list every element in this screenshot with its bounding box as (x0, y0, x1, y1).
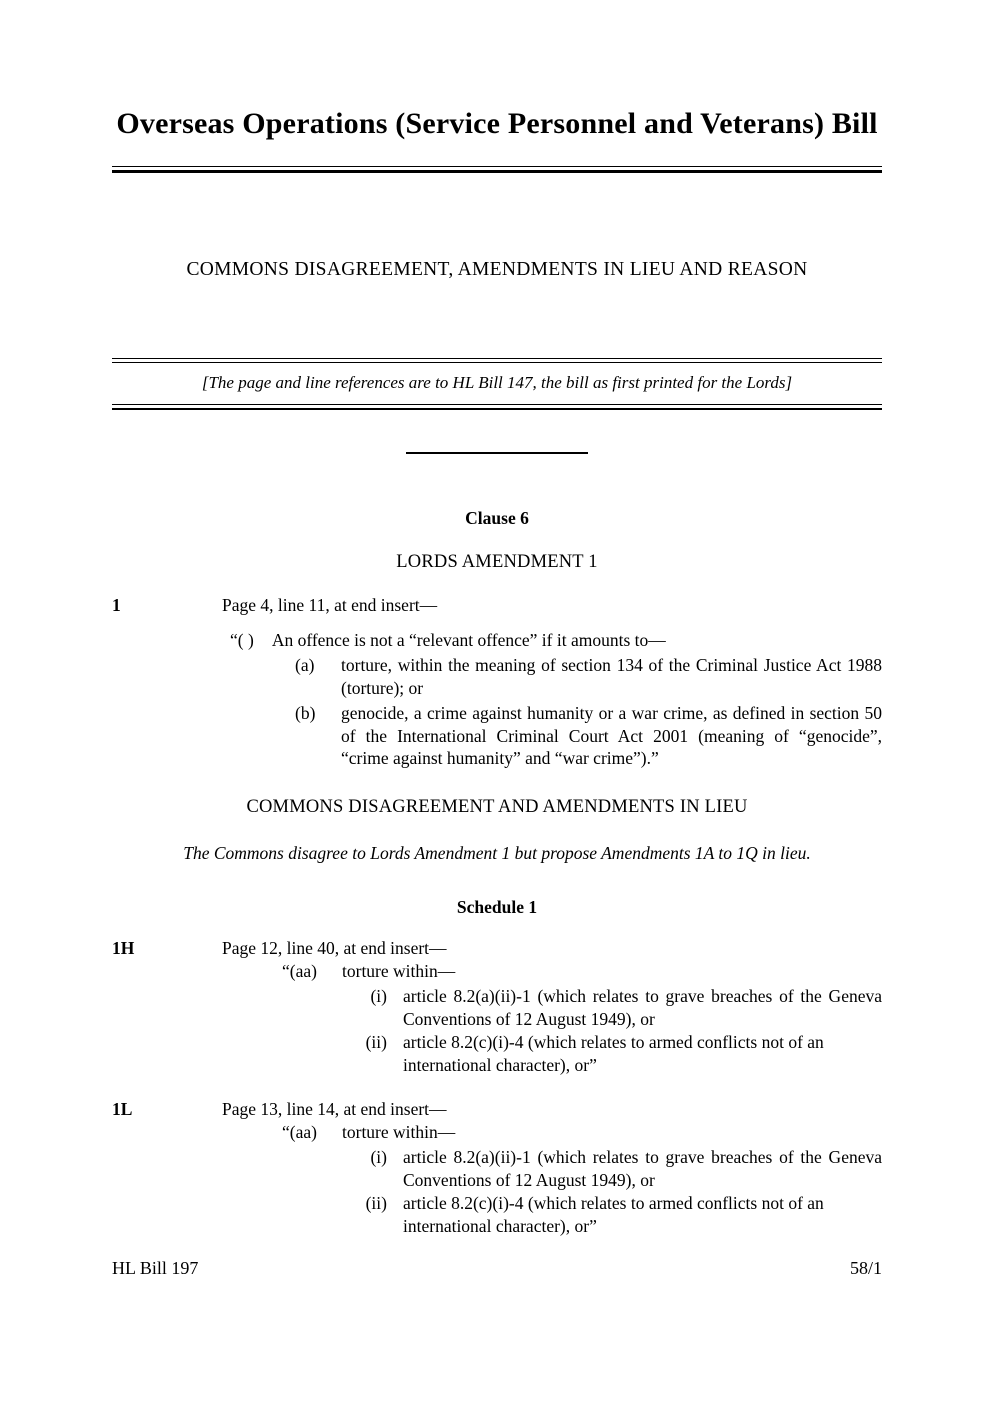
page-content (112, 0, 882, 1238)
amendment-block-1h (112, 937, 882, 1077)
list-item-label: (b) (295, 702, 316, 723)
list-item-text: torture, within the meaning of section 134 of the Criminal Justice Act 1988 (torture); or (341, 655, 882, 699)
clause-heading: Clause 6 (465, 507, 529, 528)
quote-opening-row (230, 629, 882, 652)
list-item (295, 702, 882, 770)
amendment-body (222, 594, 882, 771)
reference-note-block (112, 358, 882, 410)
list-item (351, 1031, 882, 1077)
document-subtitle: COMMONS DISAGREEMENT, AMENDMENTS IN LIEU AND REASON (186, 258, 808, 280)
commons-disagreement-sentence: The Commons disagree to Lords Amendment 1 but propose Amendments 1A to 1Q in lieu. (183, 843, 811, 864)
quoted-paragraph-text: torture within— (342, 961, 456, 982)
title-divider (112, 166, 882, 173)
amendment-marker: 1L (112, 1098, 133, 1119)
list-item-label: (a) (295, 655, 315, 676)
list-item-text: genocide, a crime against humanity or a war crime, as defined in section 50 of the International Criminal Court Act 2001 (meaning of “genocide”, “crime against humanity” and “war crime”).” (341, 702, 882, 769)
quoted-paragraph-row (282, 960, 882, 983)
quote-sub-list (295, 654, 882, 770)
amendment-lead-line: Page 4, line 11, at end insert— (222, 594, 438, 615)
page-title: Overseas Operations (Service Personnel and Veterans) Bill (116, 107, 878, 140)
quoted-paragraph-text: torture within— (342, 1122, 456, 1143)
commons-disagreement-heading: COMMONS DISAGREEMENT AND AMENDMENTS IN LIEU (246, 797, 748, 818)
amendment-lead-line: Page 12, line 40, at end insert— (222, 938, 447, 959)
quoted-paragraph-label: “(aa) (282, 1122, 317, 1143)
list-item (295, 654, 882, 700)
section-separator (112, 452, 882, 454)
list-item-label: (i) (370, 985, 387, 1006)
quoted-insert (230, 629, 882, 771)
list-item-text: article 8.2(a)(ii)-1 (which relates to grave breaches of the Geneva Conventions of 12 August 1949), or (403, 1146, 882, 1190)
schedule-heading: Schedule 1 (456, 897, 538, 918)
page-number: 58/1 (849, 1258, 882, 1278)
bill-number: HL Bill 197 (112, 1258, 199, 1278)
quote-text: An offence is not a “relevant offence” if it amounts to— (271, 629, 666, 650)
note-bottom-line-thick (112, 408, 882, 410)
reference-note: [The page and line references are to HL Bill 147, the bill as first printed for the Lords] (201, 372, 793, 392)
amendment-marker: 1 (112, 594, 121, 615)
quoted-paragraph-label: “(aa) (282, 961, 317, 982)
separator-line (406, 452, 588, 454)
quote-label: “( ) (230, 629, 254, 650)
amendment-marker: 1H (112, 938, 135, 959)
list-item (351, 1146, 882, 1192)
page-footer (112, 1258, 882, 1279)
list-item-label: (i) (370, 1146, 387, 1167)
roman-numeral-list (351, 1146, 882, 1238)
lords-amendment-heading: LORDS AMENDMENT 1 (396, 551, 598, 572)
roman-numeral-list (351, 985, 882, 1077)
list-item (351, 985, 882, 1031)
amendment-block-1l (112, 1098, 882, 1238)
list-item-label: (ii) (365, 1032, 387, 1053)
list-item-text: article 8.2(c)(i)-4 (which relates to armed conflicts not of an international character), or” (403, 1193, 824, 1237)
list-item-text: article 8.2(c)(i)-4 (which relates to armed conflicts not of an international character), or” (403, 1032, 824, 1076)
list-item (351, 1192, 882, 1238)
quoted-paragraph-row (282, 1121, 882, 1144)
amendment-block-1 (112, 594, 882, 771)
amendment-body (222, 937, 882, 1077)
divider-line-thick (112, 170, 882, 173)
list-item-text: article 8.2(a)(ii)-1 (which relates to grave breaches of the Geneva Conventions of 12 August 1949), or (403, 985, 882, 1029)
list-item-label: (ii) (365, 1193, 387, 1214)
amendment-lead-line: Page 13, line 14, at end insert— (222, 1098, 447, 1119)
amendment-body (222, 1098, 882, 1238)
